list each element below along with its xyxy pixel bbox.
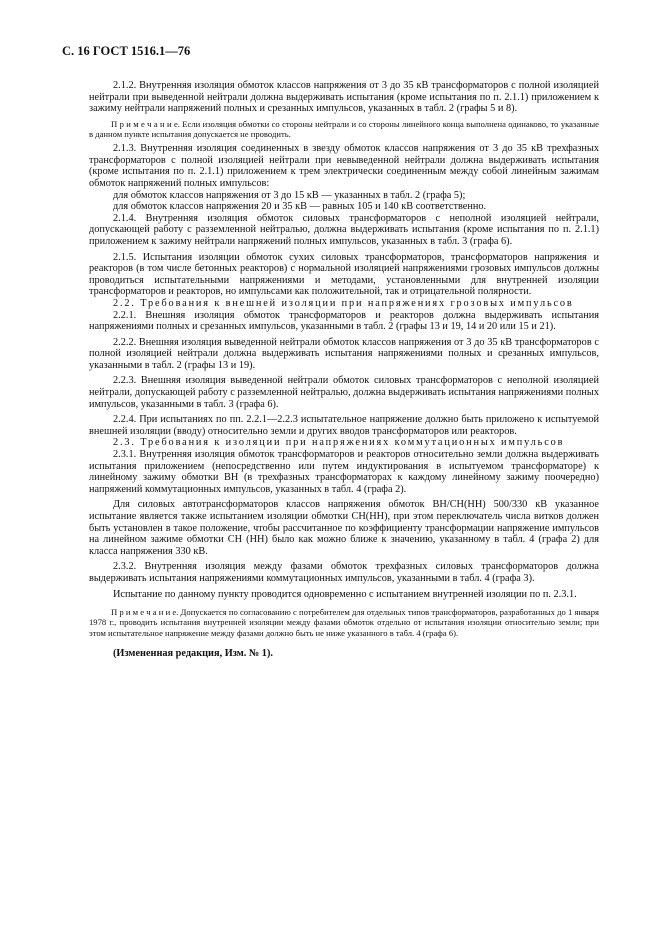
paragraph-simultaneous-test: Испытание по данному пункту проводится одновременно с испытанием внутренней изоляции по п. 2.3.1. xyxy=(113,588,577,600)
note-2 xyxy=(89,607,599,638)
document-body xyxy=(89,80,599,659)
paragraph-2-2-1: 2.2.1. Внешняя изоляция обмоток трансформаторов и реакторов должна выдерживать испытания напряжениями полных и срезанных импульсов, указанными в табл. 2 (графы 13 и 19, 14 и 20 или 15 и 21). xyxy=(89,309,599,333)
note-1 xyxy=(89,119,599,139)
paragraph-2-2-2: 2.2.2. Внешняя изоляция выведенной нейтрали обмоток классов напряжения от 3 до 35 кВ трансформаторов с полной изоляцией нейтрали должна выдерживать испытания напряжениями полных и срезанных импульсов, указанными в табл. 2 (графы 13 и 19). xyxy=(89,336,599,371)
note-text: Если изоляция обмотки со стороны нейтрали и со стороны линейного конца выполнена одинаково, то указанные в данном пункте испытания допускается не проводить. xyxy=(89,118,599,139)
page-header: С. 16 ГОСТ 1516.1—76 xyxy=(62,44,191,58)
paragraph-2-1-4: 2.1.4. Внутренняя изоляция обмоток силовых трансформаторов с неполной изоляцией нейтрали, допускающей работу с разземленной нейтралью, должна выдерживать испытания (кроме испытания по п. 2.1.1) приложением к зажиму нейтрали напряжений полных импульсов, указанных в табл. 3 (графа 6). xyxy=(89,212,599,247)
paragraph-autotransformers: Для силовых автотрансформаторов классов напряжения обмоток ВН/СН(НН) 500/330 кВ указанное испытание является также испытанием изоляции обмотки СН(НН), при этом переключатель числа витков должен быть установлен в такое положение, чтобы рассчитанное по коэффициенту трансформации напряжение импульсов на линейном зажиме обмотки СН (НН) было как можно ближе к значению, указанному в табл. 4 (графа 2) для класса напряжения 330 кВ. xyxy=(89,499,599,557)
section-heading-2-3: 2.3. Требования к изоляции при напряжениях коммутационных импульсов xyxy=(113,437,565,449)
paragraph-2-2-4: 2.2.4. При испытаниях по пп. 2.2.1—2.2.3 испытательное напряжение должно быть приложено к испытуемой внешней изоляции (вводу) относительно земли и других вводов трансформаторов или реакторов. xyxy=(89,414,599,437)
section-heading-2-2: 2.2. Требования к внешней изоляции при напряжениях грозовых импульсов xyxy=(113,297,574,309)
paragraph-2-3-1: 2.3.1. Внутренняя изоляция обмоток трансформаторов и реакторов относительно земли должна выдерживать испытания приложением (непосредственно или путем индуктирования в испытуемом трансформаторе) к линейному зажиму обмотки ВН (в трехфазных трансформаторах к каждому линейному зажиму поочередно) напряжений коммутационных импульсов, указанных в табл. 4 (графа 2). xyxy=(89,449,599,495)
paragraph-2-3-2: 2.3.2. Внутренняя изоляция между фазами обмоток трехфазных силовых трансформаторов должна выдерживать испытания напряжениями коммутационных импульсов, указанными в табл. 4 (графа 3). xyxy=(89,561,599,584)
paragraph-2-1-2: 2.1.2. Внутренняя изоляция обмоток классов напряжения от 3 до 35 кВ трансформаторов с полной изоляцией нейтрали при выведенной нейтрали должна выдерживать испытания (кроме испытания по п. 2.1.1) приложением к зажиму нейтрали напряжений полных и срезанных импульсов, указанных в табл. 2 (графы 5 и 8). xyxy=(89,80,599,115)
note-label: П р и м е ч а н и е. xyxy=(111,118,180,129)
paragraph-item-3-15kv: для обмоток классов напряжения от 3 до 15 кВ — указанных в табл. 2 (графа 5); xyxy=(113,189,466,201)
amendment-note: (Измененная редакция, Изм. № 1). xyxy=(113,647,273,659)
paragraph-2-1-5: 2.1.5. Испытания изоляции обмоток сухих силовых трансформаторов, трансформаторов напряжения и реакторов (в том числе бетонных реакторов) с нормальной изоляцией напряжениями грозовых импульсов должны проводиться испытательными напряжениями и методами, установленными для внутренней изоляции трансформаторов и реакторов, но импульсами как положительной, так и отрицательной полярности. xyxy=(89,251,599,298)
paragraph-2-1-3: 2.1.3. Внутренняя изоляция соединенных в звезду обмоток классов напряжения от 3 до 35 кВ трехфазных трансформаторов с полной изоляцией нейтрали при невыведенной нейтрали должна выдерживать испытания (кроме испытания по п. 2.1.1) приложением к трем электрически соединенным между собой линейным зажимам обмоток напряжений полных импульсов: xyxy=(89,143,599,189)
paragraph-2-2-3: 2.2.3. Внешняя изоляция выведенной нейтрали обмоток силовых трансформаторов с неполной изоляцией нейтрали, допускающей работу с разземленной нейтралью, должна выдерживать испытания напряжениями полных импульсов, указанными в табл. 3 (графа 6). xyxy=(89,375,599,410)
note-label: П р и м е ч а н и е. xyxy=(111,607,179,618)
note-text: Допускается по согласованию с потребителем для отдельных типов трансформаторов, разработанных до 1 января 1978 г., проводить испытания внутренней изоляции между фазами обмоток отдельно от испытания изоляции относительно земли; при этом испытательное напряжение между фазами должно быть не ниже указанного в табл. 4 (графа 6). xyxy=(89,607,600,638)
paragraph-item-20-35kv: для обмоток классов напряжения 20 и 35 кВ — равных 105 и 140 кВ соответственно. xyxy=(113,201,487,213)
